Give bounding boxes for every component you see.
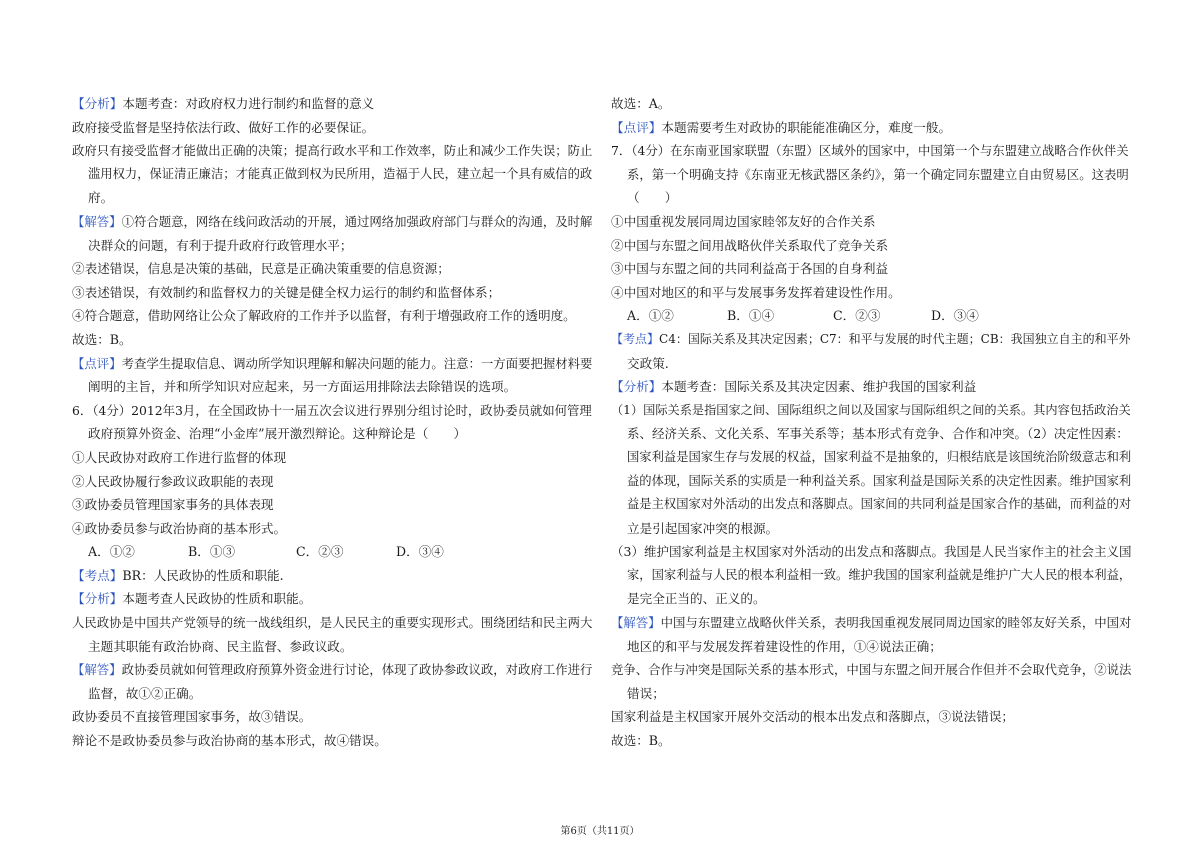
text-line: 系，第一个明确支持《东南亚无核武器区条约》，第一个确定同东盟建立自由贸易区。这表明 [627, 166, 1129, 182]
answer-line: 【解答】政协委员就如何管理政府预算外资金进行讨论，体现了政协参政议政，对政府工作进行 [72, 662, 593, 678]
text-line: 辩论不是政协委员参与政治协商的基本形式，故④错误。 [72, 733, 387, 749]
text-line: 国家利益是主权国家开展外交活动的根本出发点和落脚点，③说法错误； [611, 709, 1014, 725]
option-c: C．②③ [833, 308, 881, 324]
comment-tag: 【点评】 [611, 119, 662, 135]
text-line: 政府预算外资金、治理“小金库”展开激烈辩论。这种辩论是（ ） [88, 426, 467, 442]
option-a: A．①② [88, 544, 135, 560]
text-line: 交政策. [627, 355, 669, 371]
text-line: 故选：A。 [611, 96, 671, 111]
text-line: 错误； [627, 685, 665, 701]
option-d: D．③④ [396, 544, 444, 560]
text-line: ④中国对地区的和平与发展事务发挥着建设性作用。 [611, 284, 901, 300]
text-line: 故选：B。 [72, 331, 132, 347]
question-6-options [72, 540, 592, 564]
text-line: 主题其职能有政治协商、民主监督、参政议政。 [88, 638, 353, 654]
option-b: B．①③ [188, 544, 236, 560]
answer-tag: 【解答】 [611, 615, 661, 631]
text-line: ②表述错误，信息是决策的基础，民意是正确决策重要的信息资源； [72, 261, 450, 277]
option-d: D．③④ [931, 308, 979, 324]
text-line: 滥用权力，保证清正廉洁；才能真正做到权为民所用，造福于人民，建立起一个具有威信的政 [88, 166, 593, 181]
text-line: ④符合题意，借助网络让公众了解政府的工作并予以监督，有利于增强政府工作的透明度。 [72, 308, 576, 324]
right-column [611, 92, 1131, 753]
text-line: ②中国与东盟之间用战略伙伴关系取代了竞争关系 [611, 237, 889, 253]
left-column [72, 92, 592, 753]
answer-line: 【解答】中国与东盟建立战略伙伴关系，表明我国重视发展同周边国家的睦邻友好关系，中国对 [611, 615, 1132, 631]
text-line: ③政协委员管理国家事务的具体表现 [72, 497, 274, 513]
text-line: ③表述错误，有效制约和监督权力的关键是健全权力运行的制约和监督体系； [72, 284, 501, 300]
text-line: 地区的和平与发展发挥着建设性的作用，①④说法正确； [627, 638, 942, 654]
text-line: 监督，故①②正确。 [88, 685, 202, 701]
comment-tag: 【点评】 [72, 355, 122, 371]
text-line: ②人民政协履行参政议政职能的表现 [72, 473, 274, 489]
analysis-tag: 【分析】 [72, 96, 123, 111]
text-line: 国家利益是国家生存与发展的权益，国家利益不是抽象的，归根结底是该国统治阶级意志和利 [627, 449, 1132, 464]
comment-line: 【点评】考查学生提取信息、调动所学知识理解和解决问题的能力。注意：一方面要把握材料要 [72, 355, 593, 371]
topic-tag: 【考点】 [611, 331, 660, 346]
text-line: 府。 [88, 190, 114, 206]
analysis-line: 【分析】本题考查人民政协的性质和职能。 [72, 591, 312, 607]
text-line: 竞争、合作与冲突是国际关系的基本形式，中国与东盟之间开展合作但并不会取代竞争，②说法 [611, 662, 1132, 678]
analysis-tag: 【分析】 [72, 591, 123, 607]
analysis-line: 【分析】本题考查：国际关系及其决定因素、维护我国的国家利益 [611, 379, 977, 395]
answer-tag: 【解答】 [72, 213, 122, 229]
question-6-title: 6．（4分）2012年3月，在全国政协十一届五次会议进行界别分组讨论时，政协委员就如何管理 [72, 402, 592, 418]
text-line: 政协委员不直接管理国家事务，故③错误。 [72, 709, 312, 725]
text-line: （3）维护国家利益是主权国家对外活动的出发点和落脚点。我国是人民当家作主的社会主义国 [611, 544, 1132, 560]
option-b: B．①④ [727, 308, 775, 324]
text-line: 阐明的主旨，并和所学知识对应起来，另一方面运用排除法去除错误的选项。 [88, 379, 517, 395]
topic-line: 【考点】BR：人民政协的性质和职能. [72, 567, 284, 583]
question-7-title: 7．（4分）在东南亚国家联盟（东盟）区域外的国家中，中国第一个与东盟建立战略合作伙伴关 [611, 143, 1129, 159]
comment-line: 【点评】本题需要考生对政协的职能能准确区分，难度一般。 [611, 119, 952, 135]
text-line: 政府只有接受监督才能做出正确的决策；提高行政水平和工作效率，防止和减少工作失误；防止 [72, 143, 593, 159]
question-7-options [611, 304, 1131, 328]
text-line: 家，国家利益与人民的根本利益相一致。维护我国的国家利益就是维护广大人民的根本利益， [627, 567, 1132, 582]
answer-line: 【解答】①符合题意，网络在线问政活动的开展，通过网络加强政府部门与群众的沟通，及时解 [72, 213, 593, 229]
text-line: ④政协委员参与政治协商的基本形式。 [72, 520, 287, 536]
text-line: ①人民政协对政府工作进行监督的体现 [72, 449, 287, 465]
text-line: 立是引起国家冲突的根源。 [627, 520, 779, 536]
text-line: 决群众的问题，有利于提升政府行政管理水平； [88, 237, 353, 253]
text-line: 人民政协是中国共产党领导的统一战线组织，是人民民主的重要实现形式。围绕团结和民主两大 [72, 615, 593, 631]
analysis-tag: 【分析】 [611, 379, 662, 395]
text-line: （ ） [627, 190, 678, 206]
text-line: 故选：B。 [611, 733, 671, 749]
topic-line: 【考点】C4：国际关系及其决定因素；C7：和平与发展的时代主题；CB：我国独立自主的和平外 [611, 331, 1131, 346]
text-line: 是完全正当的、正义的。 [627, 591, 766, 607]
text-line: 益的体现，国际关系的实质是一种利益关系。国家利益是国际关系的决定性因素。维护国家利 [627, 473, 1132, 488]
text-line: 系、经济关系、文化关系、军事关系等；基本形式有竞争、合作和冲突。（2）决定性因素： [627, 426, 1129, 442]
option-c: C．②③ [296, 544, 344, 560]
topic-tag: 【考点】 [72, 567, 123, 583]
text-line: ①中国重视发展同周边国家睦邻友好的合作关系 [611, 213, 876, 229]
answer-tag: 【解答】 [72, 662, 122, 678]
text-line: 益是主权国家对外活动的出发点和落脚点。国家间的共同利益是国家合作的基础，而利益的对 [627, 497, 1132, 512]
text-line: 政府接受监督是坚持依法行政、做好工作的必要保证。 [72, 119, 375, 135]
text-line: （1）国际关系是指国家之间、国际组织之间以及国家与国际组织之间的关系。其内容包括政治关 [611, 402, 1131, 417]
text-line: ③中国与东盟之间的共同利益高于各国的自身利益 [611, 261, 889, 277]
page-number-footer: 第6页（共11页） [560, 826, 640, 837]
option-a: A．①② [627, 308, 674, 324]
analysis-line: 【分析】本题考查：对政府权力进行制约和监督的意义 [72, 96, 375, 111]
